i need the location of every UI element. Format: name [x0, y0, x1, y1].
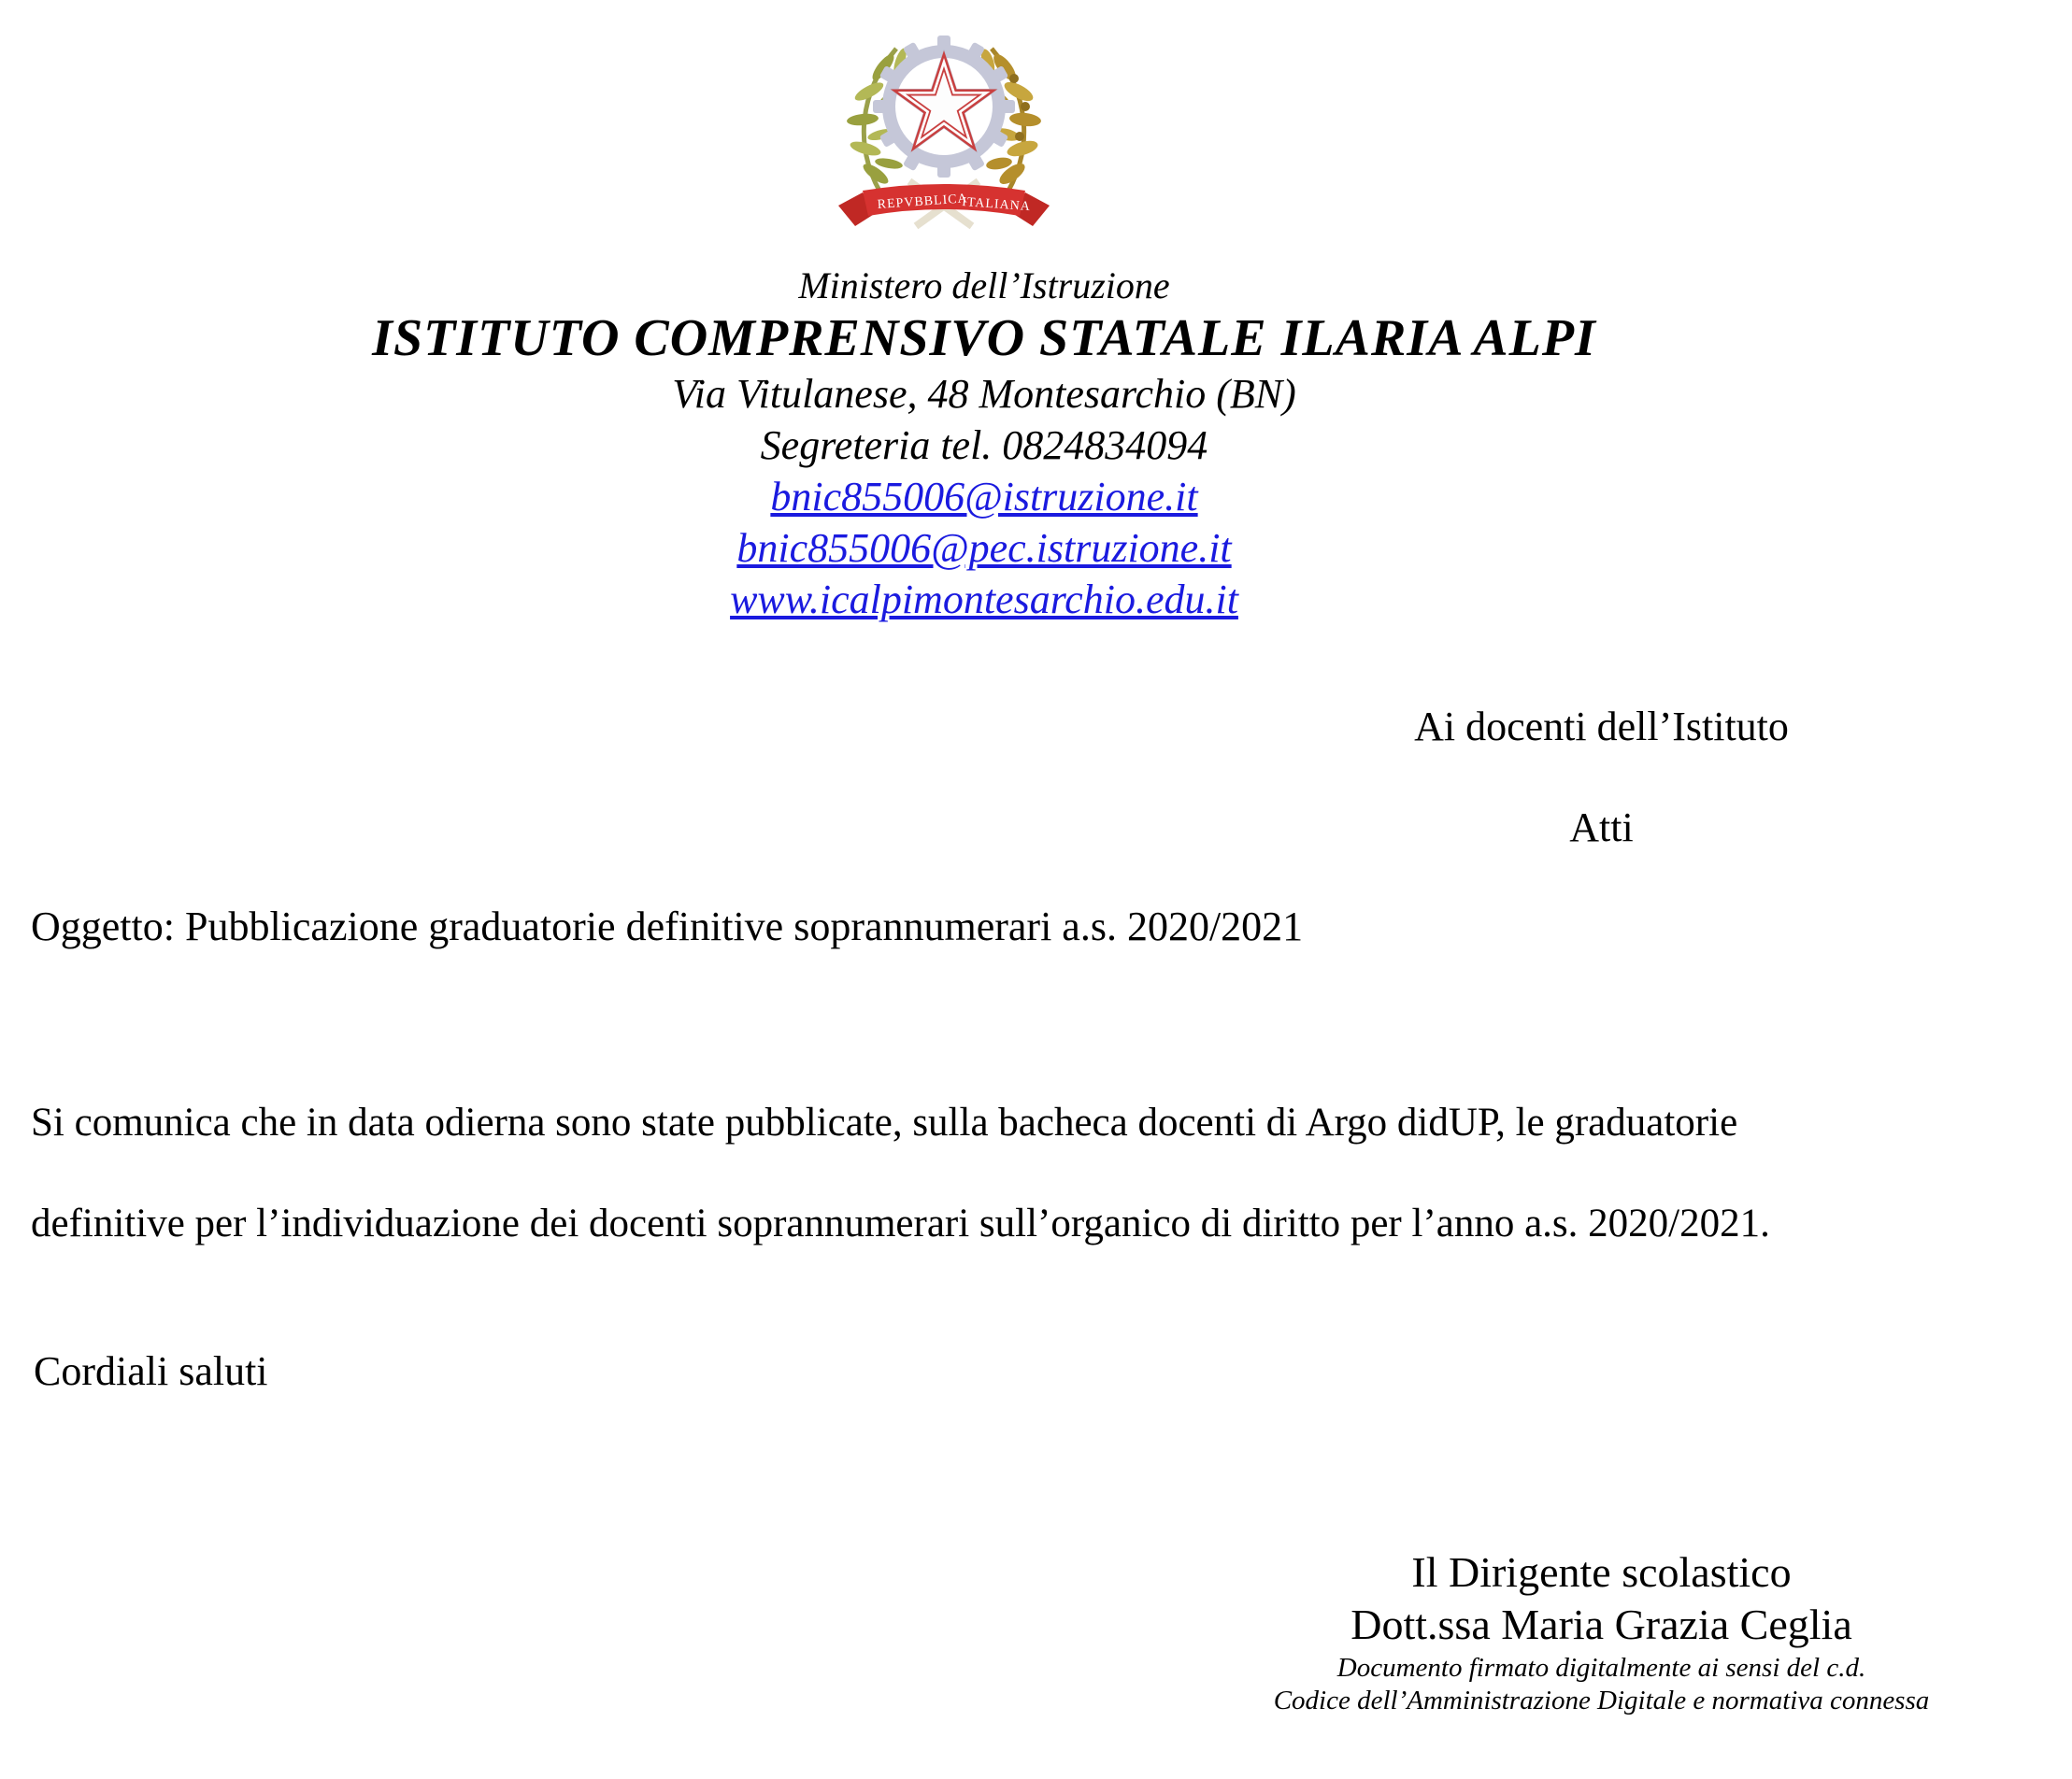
ribbon-text-right: ITALIANA	[961, 195, 1032, 215]
school-address: Via Vitulanese, 48 Montesarchio (BN)	[672, 371, 1296, 417]
digital-signature-note-2: Codice dell’Amministrazione Digitale e normativa connessa	[1273, 1686, 1930, 1715]
school-name: ISTITUTO COMPRENSIVO STATALE ILARIA ALPI	[372, 309, 1596, 367]
letterhead	[0, 263, 1968, 625]
body-line-2: definitive per l’individuazione dei docenti soprannumerari sull’organico di diritto per l’anno a.s. 2020/2021.	[31, 1202, 1770, 1245]
school-phone: Segreteria tel. 0824834094	[760, 422, 1208, 468]
ministry-line: Ministero dell’Istruzione	[798, 264, 1170, 306]
recipients-block	[1131, 703, 2072, 852]
digital-signature-note-1: Documento firmato digitalmente ai sensi del c.d.	[1336, 1653, 1866, 1683]
signer-name: Dott.ssa Maria Grazia Ceglia	[1350, 1601, 1852, 1648]
pec-email-link[interactable]: bnic855006@pec.istruzione.it	[736, 525, 1232, 571]
recipient-teachers: Ai docenti dell’Istituto	[1414, 704, 1789, 749]
body-line-1: Si comunica che in data odierna sono state pubblicate, sulla bacheca docenti di Argo didUP, le graduatorie	[31, 1101, 1738, 1145]
ribbon-text-left: REPVBBLICA	[877, 192, 969, 212]
recipient-atti: Atti	[1569, 804, 1634, 850]
website-link[interactable]: www.icalpimontesarchio.edu.it	[730, 576, 1238, 622]
ribbon-banner	[838, 184, 1050, 226]
closing-line: Cordiali saluti	[34, 1348, 268, 1394]
letter-body	[31, 1099, 1770, 1248]
subject-line: Oggetto: Pubblicazione graduatorie definitive soprannumerari a.s. 2020/2021	[31, 904, 1304, 949]
italian-republic-emblem	[827, 13, 1061, 230]
signature-block	[1131, 1547, 2072, 1717]
email-link[interactable]: bnic855006@istruzione.it	[770, 474, 1198, 519]
signer-role: Il Dirigente scolastico	[1411, 1548, 1792, 1596]
